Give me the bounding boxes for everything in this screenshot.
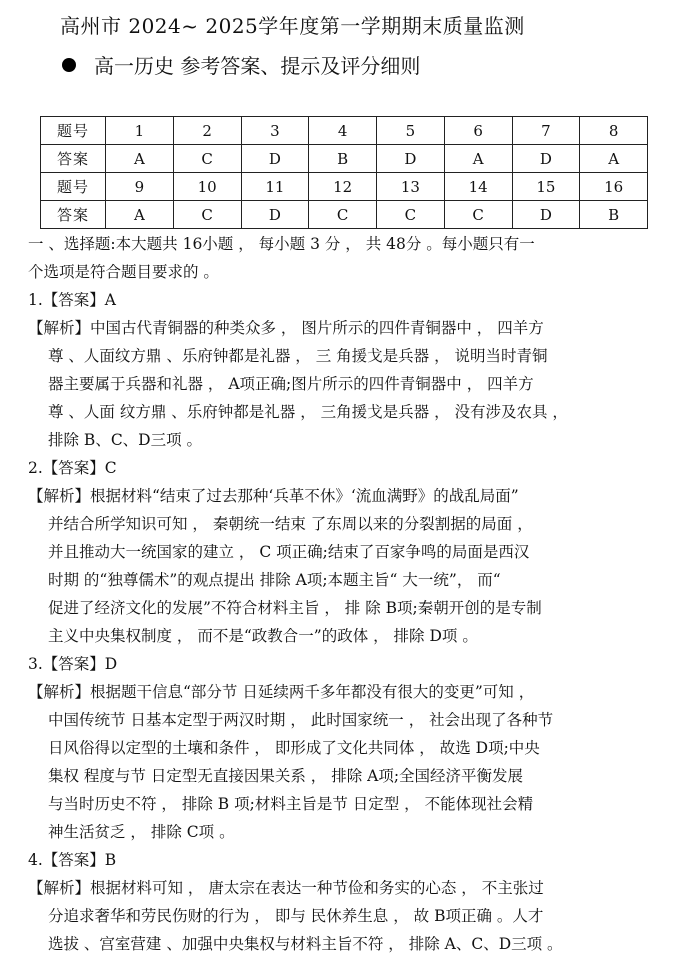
text-line: 集权 程度与节 日定型无直接因果关系 ， 排除 A项;全国经济平衡发展 [48, 767, 524, 785]
row-label-question: 题号 [41, 173, 106, 201]
text-line: 促进了经济文化的发展”不符合材料主旨 ， 排 除 B项;秦朝开创的是专制 [48, 599, 542, 617]
answer-cell: C [444, 201, 512, 229]
answer-cell: A [580, 145, 648, 173]
answer-cell: C [377, 201, 445, 229]
text-line: 选拔 、宫室营建 、加强中央集权与材料主旨不符 ， 排除 A、C、D三项 。 [48, 935, 563, 953]
text-line: 分追求奢华和劳民伤财的行为 ， 即与 民休养生息 ， 故 B项正确 。人才 [48, 907, 544, 925]
text-line: 尊 、人面纹方鼎 、乐府钟都是礼器 ， 三 角援戈是兵器 ， 说明当时青铜 [48, 347, 548, 365]
document-title: 高州市 2024~ 2025学年度第一学期期末质量监测 [60, 14, 525, 38]
question-number-cell: 2 [173, 117, 241, 145]
answer-cell: D [241, 201, 309, 229]
bullet-icon [62, 58, 76, 72]
question-number-cell: 1 [106, 117, 174, 145]
row-label-answer: 答案 [41, 201, 106, 229]
answer-cell: D [512, 145, 580, 173]
answer-cell: C [309, 201, 377, 229]
question-number-cell: 12 [309, 173, 377, 201]
document-subtitle [62, 50, 420, 79]
question-number-cell: 5 [377, 117, 445, 145]
text-line: 时期 的“独尊儒术”的观点提出 排除 A项;本题主旨“ 大一统”， 而“ [48, 571, 501, 589]
question-number-cell: 11 [241, 173, 309, 201]
explanation-text [28, 230, 658, 958]
answer-cell: D [512, 201, 580, 229]
text-line: 并且推动大一统国家的建立 ， C 项正确;结束了百家争鸣的局面是西汉 [48, 543, 530, 561]
answer-cell: B [580, 201, 648, 229]
question-number-cell: 14 [444, 173, 512, 201]
text-line: 中国传统节 日基本定型于两汉时期 ， 此时国家统一 ， 社会出现了各种节 [48, 711, 554, 729]
text-line: 排除 B、C、D三项 。 [48, 431, 203, 449]
question-number-cell: 13 [377, 173, 445, 201]
row-label-answer: 答案 [41, 145, 106, 173]
text-line: 【解析】根据材料“结束了过去那种‘兵革不休》‘流血满野》的战乱局面” [28, 487, 519, 505]
question-number-row [41, 117, 648, 145]
question-number-cell: 9 [106, 173, 174, 201]
answer-cell: D [377, 145, 445, 173]
question-number-cell: 10 [173, 173, 241, 201]
text-line: 主义中央集权制度 ， 而不是“政教合一”的政体 ， 排除 D项 。 [48, 627, 478, 645]
answer-cell: C [173, 201, 241, 229]
question-number-cell: 6 [444, 117, 512, 145]
text-line: 尊 、人面 纹方鼎 、乐府钟都是礼器 ， 三角援戈是兵器 ， 没有涉及农具 ， [48, 403, 568, 421]
question-number-cell: 16 [580, 173, 648, 201]
question-number-cell: 4 [309, 117, 377, 145]
text-line: 日风俗得以定型的土壤和条件 ， 即形成了文化共同体 ， 故选 D项;中央 [48, 739, 540, 757]
text-line: 与当时历史不符 ， 排除 B 项;材料主旨是节 日定型 ， 不能体现社会精 [48, 795, 534, 813]
answer-row [41, 145, 648, 173]
text-line: 3.【答案】D [28, 655, 118, 673]
text-line: 一 、选择题:本大题共 16小题 ， 每小题 3 分 ， 共 48分 。每小题只有一 [28, 235, 535, 253]
answer-cell: A [106, 145, 174, 173]
subtitle-text: 高一历史 参考答案、提示及评分细则 [94, 54, 421, 78]
text-line: 【解析】根据题干信息“部分节 日延续两千多年都没有很大的变更”可知 ， [28, 683, 535, 701]
text-line: 器主要属于兵器和礼器 ， A项正确;图片所示的四件青铜器中 ， 四羊方 [48, 375, 534, 393]
answer-cell: D [241, 145, 309, 173]
text-line: 【解析】根据材料可知 ， 唐太宗在表达一种节俭和务实的心态 ， 不主张过 [28, 879, 544, 897]
answer-cell: B [309, 145, 377, 173]
question-number-cell: 7 [512, 117, 580, 145]
text-line: 个选项是符合题目要求的 。 [28, 263, 219, 281]
text-line: 【解析】中国古代青铜器的种类众多 ， 图片所示的四件青铜器中 ， 四羊方 [28, 319, 544, 337]
text-line: 2.【答案】C [28, 459, 117, 477]
question-number-cell: 8 [580, 117, 648, 145]
answer-cell: A [444, 145, 512, 173]
text-line: 并结合所学知识可知 ， 秦朝统一结束 了东周以来的分裂割据的局面 ， [48, 515, 533, 533]
answer-cell: C [173, 145, 241, 173]
question-number-cell: 15 [512, 173, 580, 201]
text-line: 神生活贫乏 ， 排除 C项 。 [48, 823, 235, 841]
answer-row [41, 201, 648, 229]
answer-table [40, 116, 648, 229]
text-line: 4.【答案】B [28, 851, 117, 869]
row-label-question: 题号 [41, 117, 106, 145]
question-number-cell: 3 [241, 117, 309, 145]
text-line: 1.【答案】A [28, 291, 116, 309]
answer-cell: A [106, 201, 174, 229]
question-number-row [41, 173, 648, 201]
